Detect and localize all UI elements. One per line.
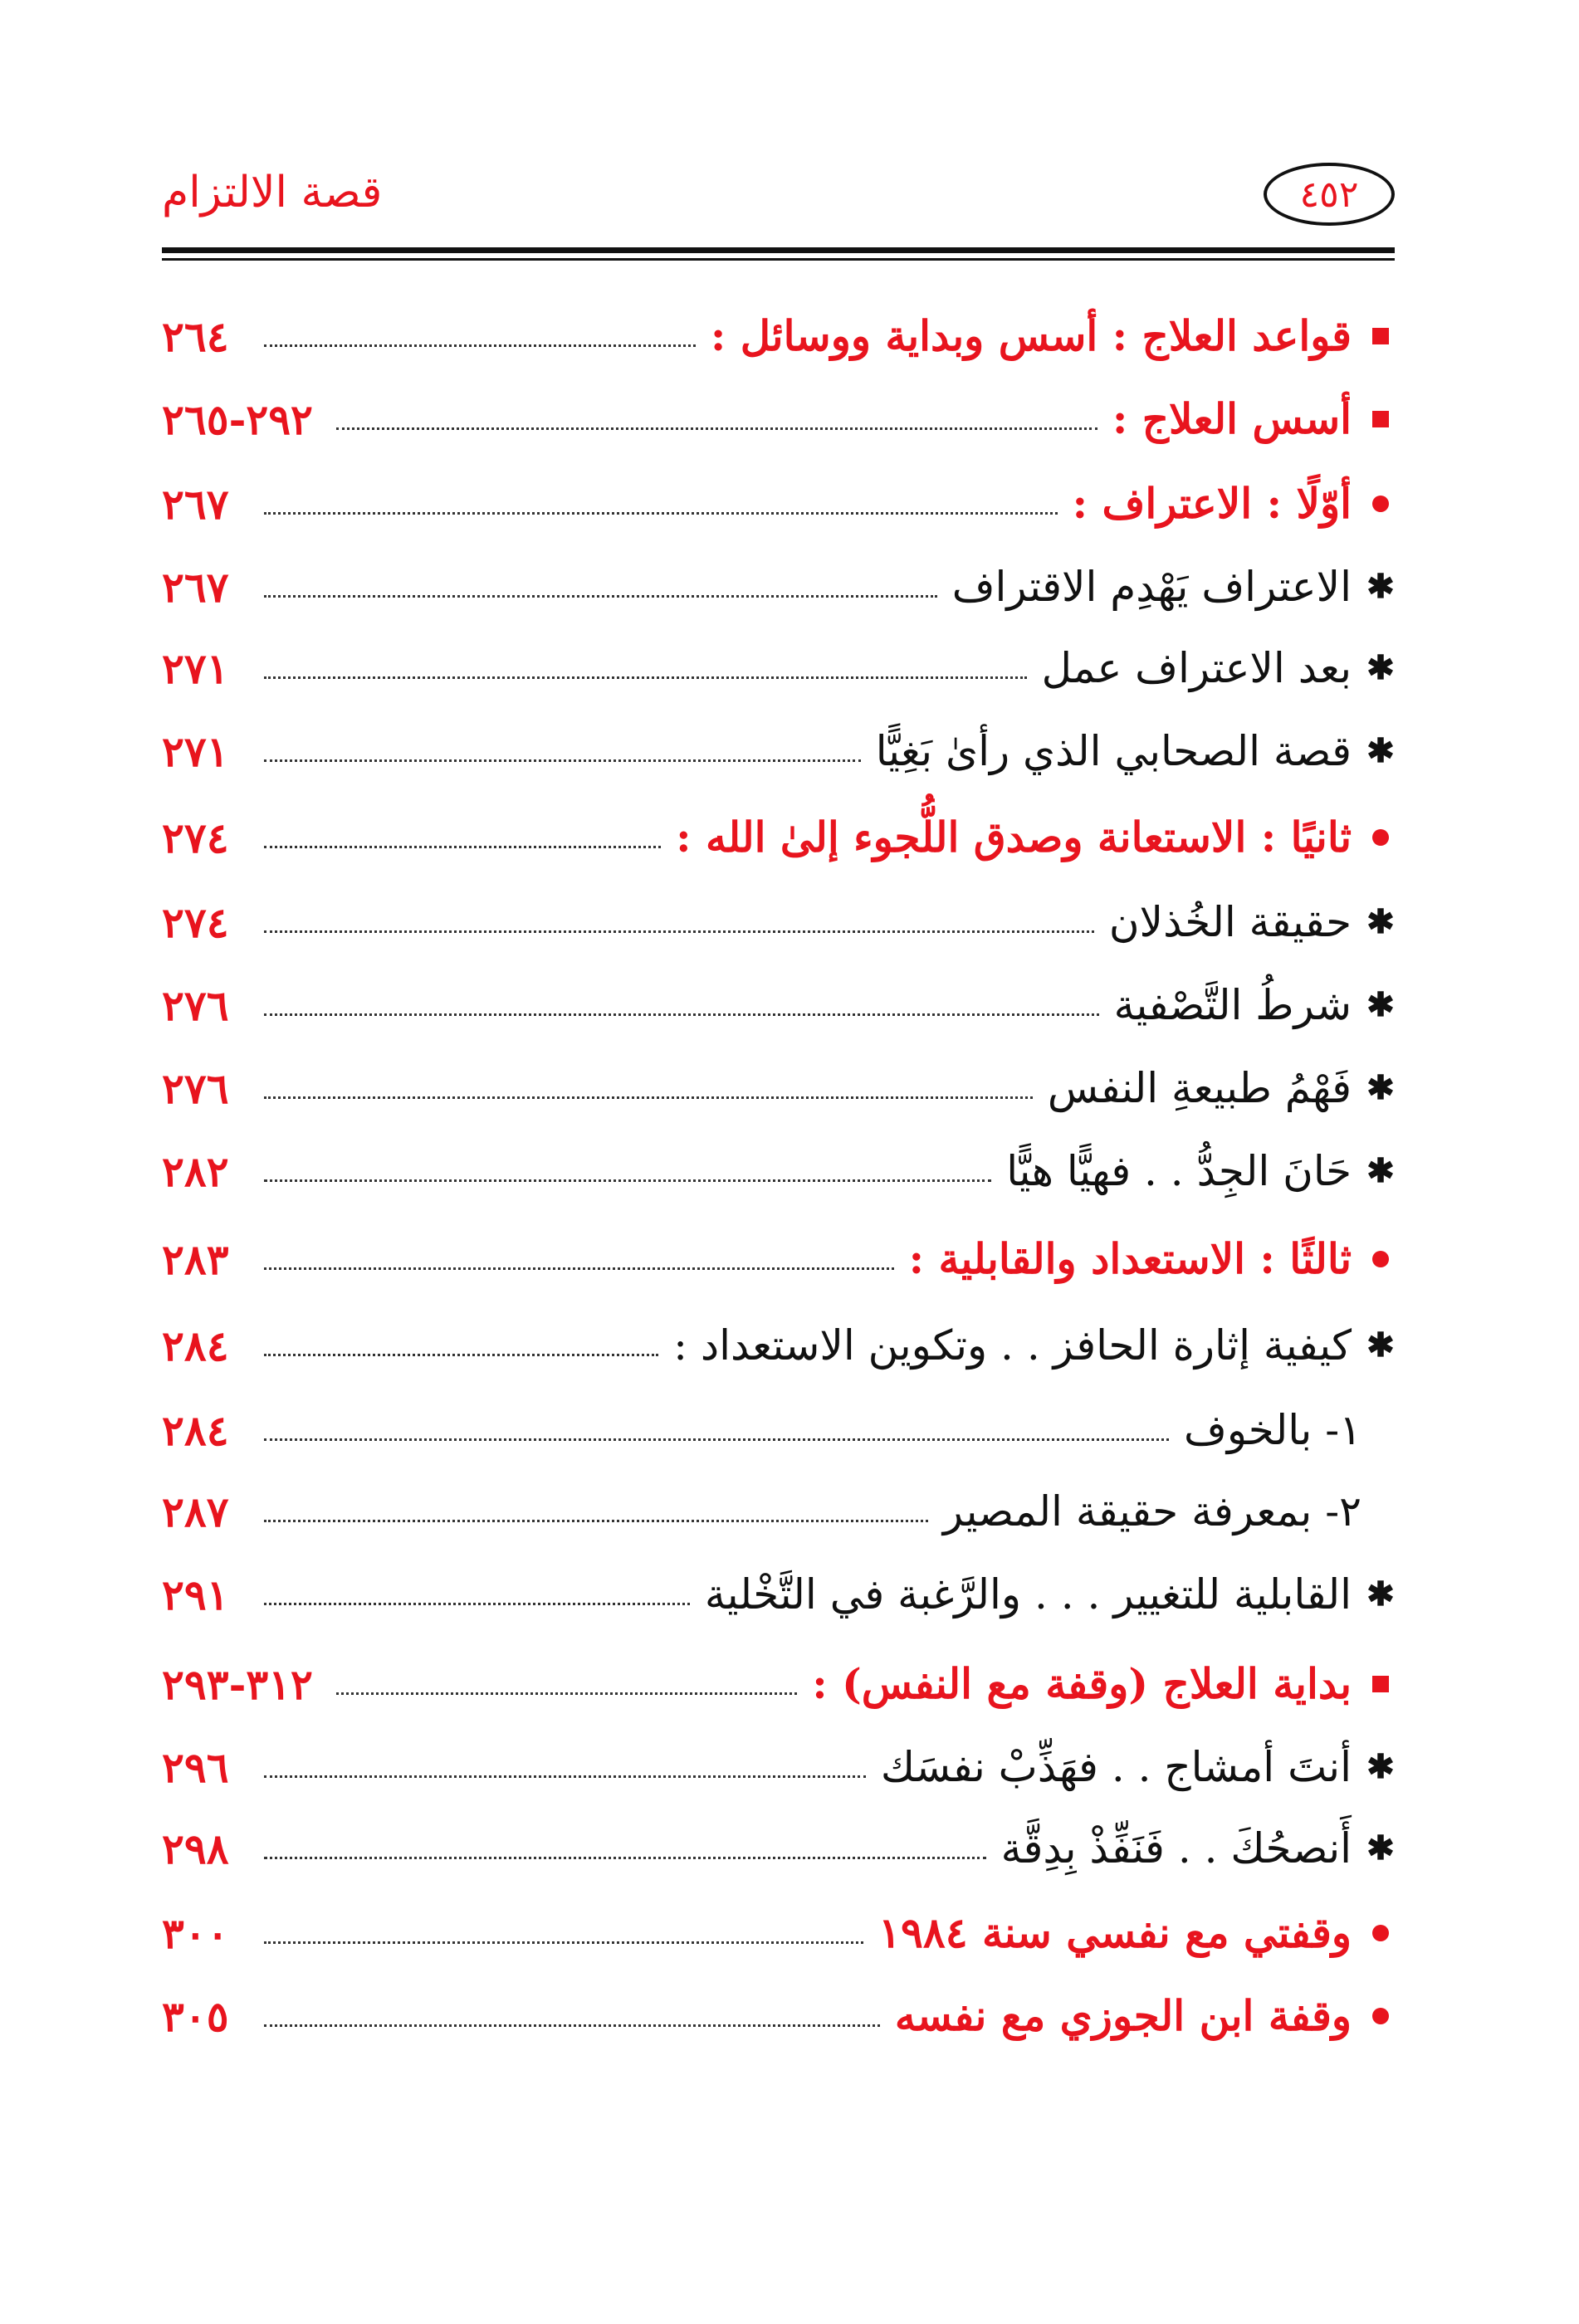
dot-leader (264, 1603, 690, 1605)
square-bullet-icon (1366, 411, 1395, 427)
toc-entry-title: أنتَ أمشاج . . فهَذِّبْ نفسَك (880, 1743, 1352, 1791)
page-number: ٤٥٢ (1299, 173, 1359, 216)
round-bullet-icon (1366, 829, 1395, 846)
toc-entry[interactable] (162, 1051, 1395, 1125)
round-bullet-icon (1366, 2008, 1395, 2024)
toc-entry-page: ٢٧٦ (162, 1063, 229, 1113)
dot-leader (264, 1354, 658, 1356)
toc-entry-page: ٢٧٦ (162, 980, 229, 1030)
dot-leader (336, 1692, 797, 1695)
toc-entry[interactable] (162, 1730, 1395, 1804)
toc-entry[interactable] (162, 549, 1395, 624)
toc-entry-title: أَنصحُكَ . . فَنَفِّذْ بِدِقَّة (1000, 1824, 1352, 1872)
toc-entry[interactable] (162, 1647, 1395, 1721)
toc-entry-title: أوّلًا : الاعتراف : (1072, 479, 1352, 528)
toc-entry[interactable] (162, 1557, 1395, 1632)
page-number-badge (1264, 163, 1395, 226)
toc-entry-title: ثالثًا : الاستعداد والقابلية : (908, 1234, 1352, 1283)
asterisk-bullet-icon: ✱ (1366, 731, 1395, 770)
toc-entry-page: ٣٠٥ (162, 1991, 229, 2041)
asterisk-bullet-icon: ✱ (1366, 648, 1395, 687)
dot-leader (336, 427, 1097, 430)
toc-entry-page: ٢٦٤ (162, 311, 229, 361)
toc-entry[interactable] (162, 714, 1395, 788)
header-rule-thin (162, 258, 1395, 261)
toc-entry-title: شرطُ التَّصْفية (1113, 981, 1352, 1029)
toc-entry-title: أسس العلاج : (1112, 394, 1352, 443)
toc-entry[interactable] (162, 299, 1395, 374)
toc-entry-page: ٢٨٢ (162, 1146, 229, 1196)
asterisk-bullet-icon: ✱ (1366, 985, 1395, 1024)
toc-entry-title: الاعتراف يَهْدِم الاقتراف (951, 563, 1352, 611)
toc-entry[interactable] (162, 466, 1395, 541)
toc-entry-page: ٢٦٧ (162, 562, 229, 612)
toc-entry-page: ٢٧٤ (162, 897, 229, 947)
dot-leader (264, 676, 1027, 679)
toc-entry-title: وقفة ابن الجوزي مع نفسه (894, 1991, 1352, 2040)
dot-leader (264, 512, 1058, 515)
toc-entry-page: ٣١٢-٢٩٣ (162, 1659, 313, 1709)
asterisk-bullet-icon: ✱ (1366, 1575, 1395, 1614)
dot-leader (264, 1096, 1033, 1099)
square-bullet-icon (1366, 1676, 1395, 1692)
toc-entry[interactable] (162, 885, 1395, 959)
dot-leader (264, 759, 861, 762)
toc-entry-title: القابلية للتغيير . . . والرَّغبة في التَّخْلية (704, 1570, 1352, 1618)
asterisk-bullet-icon: ✱ (1366, 1151, 1395, 1190)
toc-entry-page: ٢٩٦ (162, 1742, 229, 1792)
toc-entry[interactable] (162, 1134, 1395, 1208)
square-bullet-icon (1366, 328, 1395, 344)
toc-entry-page: ٢٩٨ (162, 1824, 229, 1873)
toc-entry[interactable] (162, 1393, 1395, 1467)
dot-leader (264, 1013, 1099, 1016)
dot-leader (264, 1179, 991, 1182)
dot-leader (264, 930, 1094, 933)
toc-entry-page: ٢٨٤ (162, 1405, 229, 1455)
page-header (162, 158, 1395, 257)
toc-entry-title: حَانَ الجِدُّ . . فهيًّا هيًّا (1006, 1147, 1352, 1195)
asterisk-bullet-icon: ✱ (1366, 1326, 1395, 1365)
dot-leader (264, 344, 696, 347)
toc-entry[interactable] (162, 631, 1395, 706)
toc-entry-title: بداية العلاج (وقفة مع النفس) : (812, 1659, 1352, 1708)
toc-entry-page: ٢٧١ (162, 726, 229, 776)
toc-entry-title: فَهْمُ طبيعةِ النفس (1047, 1064, 1352, 1112)
toc-entry-title: وقفتي مع نفسي سنة ١٩٨٤ (878, 1908, 1352, 1957)
toc-entry[interactable] (162, 968, 1395, 1042)
toc-entry-page: ٢٩٢-٢٦٥ (162, 394, 313, 444)
toc-entry[interactable] (162, 800, 1395, 875)
asterisk-bullet-icon: ✱ (1366, 1747, 1395, 1786)
toc-entry[interactable] (162, 1308, 1395, 1383)
toc-entry-page: ٢٧٤ (162, 813, 229, 862)
header-rule-thick (162, 247, 1395, 253)
toc-entry-page: ٢٨٤ (162, 1321, 229, 1370)
book-title: قصة الالتزام (162, 168, 383, 217)
asterisk-bullet-icon: ✱ (1366, 567, 1395, 606)
dot-leader (264, 846, 661, 848)
round-bullet-icon (1366, 1251, 1395, 1267)
toc-entry-page: ٣٠٠ (162, 1908, 229, 1958)
asterisk-bullet-icon: ✱ (1366, 1828, 1395, 1868)
toc-entry-page: ٢٧١ (162, 643, 229, 693)
toc-entry-title: قواعد العلاج : أسس وبداية ووسائل : (710, 311, 1352, 360)
dot-leader (264, 1438, 1169, 1441)
dot-leader (264, 1941, 863, 1944)
toc-entry-title: حقيقة الخُذلان (1108, 898, 1352, 946)
toc-entry[interactable] (162, 1896, 1395, 1970)
dot-leader (264, 1857, 986, 1859)
round-bullet-icon (1366, 496, 1395, 512)
toc-entry-title: ١- بالخوف (1184, 1406, 1361, 1454)
dot-leader (264, 2024, 880, 2027)
toc-entry[interactable] (162, 1222, 1395, 1296)
dot-leader (264, 595, 937, 598)
toc-entry-page: ٢٩١ (162, 1570, 229, 1619)
toc-entry-title: كيفية إثارة الحافز . . وتكوين الاستعداد : (673, 1321, 1352, 1370)
toc-entry-title: ثانيًا : الاستعانة وصدق اللُّجوء إلىٰ الله : (676, 813, 1352, 862)
toc-entry[interactable] (162, 382, 1395, 456)
toc-entry-page: ٢٨٣ (162, 1234, 229, 1284)
toc-entry[interactable] (162, 1979, 1395, 2053)
toc-entry[interactable] (162, 1811, 1395, 1886)
dot-leader (264, 1520, 928, 1522)
asterisk-bullet-icon: ✱ (1366, 1068, 1395, 1107)
toc-entry-title: ٢- بمعرفة حقيقة المصير (942, 1487, 1361, 1536)
dot-leader (264, 1775, 866, 1778)
round-bullet-icon (1366, 1925, 1395, 1941)
toc-entry-page: ٢٦٧ (162, 479, 229, 529)
asterisk-bullet-icon: ✱ (1366, 902, 1395, 941)
toc-entry-title: قصة الصحابي الذي رأىٰ بَغِيًّا (875, 727, 1352, 775)
toc-entry[interactable] (162, 1474, 1395, 1549)
toc-entry-title: بعد الاعتراف عمل (1041, 644, 1352, 692)
dot-leader (264, 1267, 894, 1270)
toc-entry-page: ٢٨٧ (162, 1487, 229, 1536)
